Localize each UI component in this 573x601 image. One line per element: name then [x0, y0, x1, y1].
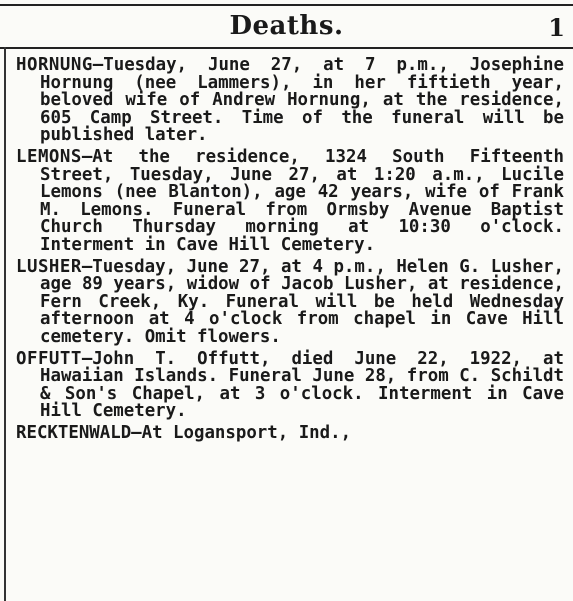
cutoff-notice-line: RECKTENWALD—At Logansport, Ind.,	[16, 422, 352, 443]
header-rule	[0, 47, 573, 49]
death-notice	[16, 348, 564, 422]
notice-surname: LUSHER	[16, 256, 82, 277]
death-notice	[16, 57, 564, 145]
top-rule	[0, 4, 573, 6]
section-header	[0, 8, 573, 48]
notice-body: —At the residence, 1324 South Fifteenth Street, Tuesday, June 27, at 1:20 a.m., Lucile Lemons (nee Blanton), age 42 years, wife of Frank M. Lemons. Funeral from Ormsby Avenue Baptist Church Thursday morning at 10:30 o'clock. Interment in Cave Hill Cemetery.	[40, 146, 564, 255]
notice-body: —Tuesday, June 27, at 4 p.m., Helen G. Lusher, age 89 years, widow of Jacob Lusher, at residence, Fern Creek, Ky. Funeral will be held Wednesday afternoon at 4 o'clock from chapel in Cave Hill cemetery. Omit flowers.	[40, 256, 564, 347]
notice-body: —John T. Offutt, died June 22, 1922, at Hawaiian Islands. Funeral June 28, from C. Schildt & Son's Chapel, at 3 o'clock. Interment in Cave Hill Cemetery.	[40, 348, 564, 422]
notice-surname: LEMONS	[16, 146, 82, 167]
section-title: Deaths.	[229, 11, 344, 41]
death-notice	[16, 146, 564, 255]
page-number: 1	[548, 13, 565, 42]
death-notice	[16, 256, 564, 347]
death-notices-list	[16, 57, 564, 442]
notice-surname: HORNUNG	[16, 55, 93, 75]
notice-surname: OFFUTT	[16, 348, 82, 369]
column-rule	[4, 47, 6, 601]
notice-body: —Tuesday, June 27, at 7 p.m., Josephine Hornung (nee Lammers), in her fiftieth year, beloved wife of Andrew Hornung, at the residence, 605 Camp Street. Time of the funeral will be published later.	[40, 55, 564, 146]
